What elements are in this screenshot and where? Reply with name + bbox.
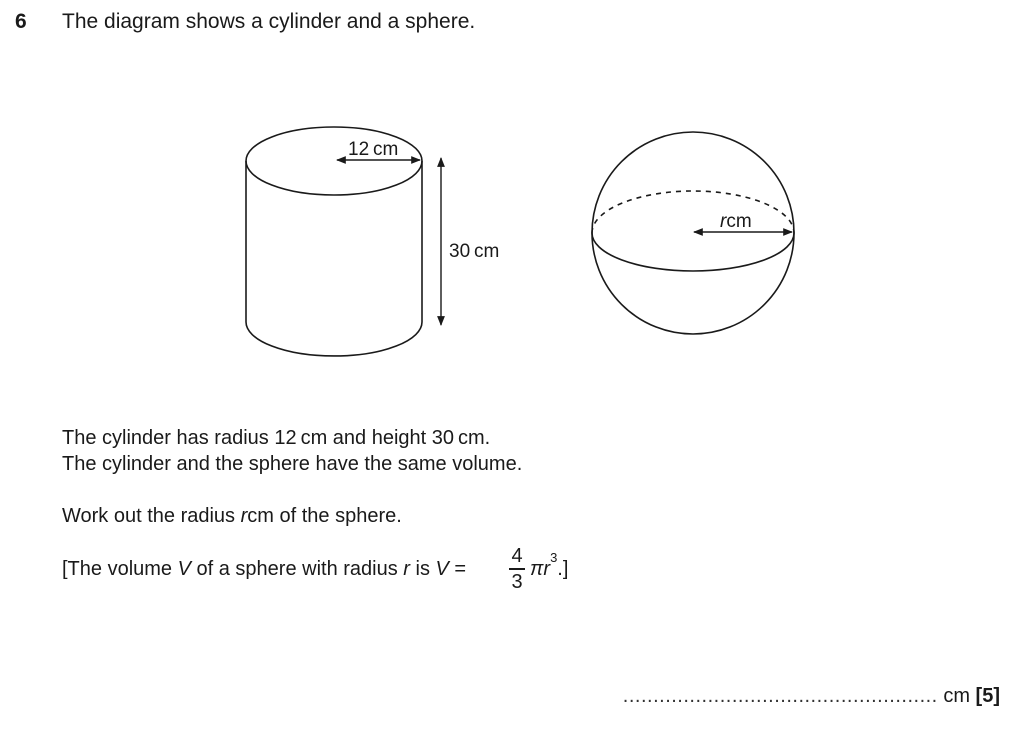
cylinder-radius-label: 12 cm: [348, 139, 399, 160]
sphere: [592, 132, 794, 334]
formula-fraction: [509, 545, 525, 593]
fraction-numerator: 4: [511, 545, 523, 567]
question-number: 6: [15, 10, 27, 33]
cylinder-top-ellipse: [246, 127, 422, 195]
formula-r: r: [403, 558, 410, 580]
sphere-equator-front: [592, 233, 794, 271]
formula-pre: [The volume: [62, 558, 178, 580]
sphere-outline: [592, 132, 794, 334]
sphere-equator-back: [592, 191, 794, 233]
formula-end: .]: [557, 558, 569, 580]
task-pre: Work out the radius: [62, 505, 241, 527]
sphere-radius-label: [720, 211, 752, 232]
formula-eq: =: [448, 558, 467, 580]
formula-pi-r: πr: [530, 558, 551, 580]
same-volume-statement: The cylinder and the sphere have the same volume.: [62, 453, 523, 475]
formula-is: is: [409, 558, 436, 580]
answer-line[interactable]: [623, 685, 1000, 708]
fraction-denominator: 3: [511, 570, 523, 593]
task-text: [62, 505, 402, 528]
task-post: cm of the sphere.: [247, 505, 402, 527]
formula-text: [62, 558, 466, 581]
answer-unit: cm: [943, 685, 970, 707]
cylinder: [246, 127, 422, 356]
sphere-radius-var: r: [720, 211, 727, 232]
formula-exponent: 3: [550, 550, 558, 565]
answer-dots[interactable]: ....................................................: [622, 685, 938, 707]
cylinder-bottom-arc: [246, 322, 422, 356]
sphere-radius-unit: cm: [726, 211, 752, 232]
formula-lhs: V: [435, 558, 449, 580]
fraction-bar: [509, 568, 525, 570]
formula-v: V: [177, 558, 191, 580]
formula-after: [530, 550, 569, 581]
question-intro: The diagram shows a cylinder and a sphere.: [62, 10, 476, 33]
task-var: r: [240, 505, 248, 527]
formula-mid: of a sphere with radius: [190, 558, 404, 580]
cylinder-info: The cylinder has radius 12 cm and height 30 cm.: [62, 427, 491, 449]
marks-badge: [5]: [975, 685, 1000, 707]
cylinder-height-label: 30 cm: [449, 241, 500, 262]
